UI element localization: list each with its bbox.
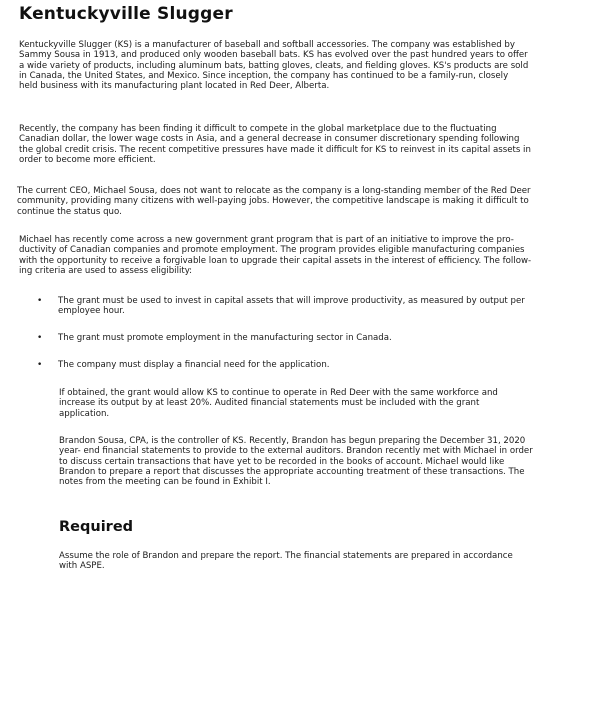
controller-paragraph: Brandon Sousa, CPA, is the controller of KS. Recently, Brandon has begun preparing the December 31, 2020 year- end financial statements to provide to the external auditors. Brandon recently met with Michael in order to discuss certain transactions that have yet to be recorded in the books of account. Michael would like Brandon to prepare a report that discusses the appropriate accounting treatment of these transactions. The notes from the meeting can be found in Exhibit I. — [59, 436, 533, 488]
competition-paragraph: Recently, the company has been finding it difficult to compete in the global marketplace due to the fluctuating Canadian dollar, the lower wage costs in Asia, and a general decrease in consumer discretionary spending following the global credit crisis. The recent competitive pressures have made it difficult for KS to reinvest in its capital assets in order to become more efficient. — [19, 124, 531, 165]
required-heading: Required — [59, 519, 134, 535]
intro-paragraph: Kentuckyville Slugger (KS) is a manufacturer of baseball and softball accessories. The company was established by Sammy Sousa in 1913, and produced only wooden baseball bats. KS has evolved over the past hundred years to offer a wide variety of products, including aluminum bats, batting gloves, cleats, and fielding gloves. KS's products are sold in Canada, the United States, and Mexico. Since inception, the company has continued to be a family-run, closely held business with its manufacturing plant located in Red Deer, Alberta. — [19, 40, 529, 92]
criterion-text: The grant must promote employment in the manufacturing sector in Canada. — [58, 333, 392, 343]
criterion-text: The company must display a financial need for the application. — [58, 360, 330, 370]
bullet-icon: • — [37, 296, 43, 306]
criterion-text: The grant must be used to invest in capital assets that will improve productivity, as measured by output per employee hour. — [58, 296, 525, 317]
bullet-icon: • — [37, 333, 43, 343]
ceo-paragraph: The current CEO, Michael Sousa, does not want to relocate as the company is a long-standing member of the Red Deer community, providing many citizens with well-paying jobs. However, the competitive landscape is making it difficult to continue the status quo. — [17, 186, 531, 217]
grant-program-paragraph: Michael has recently come across a new government grant program that is part of an initiative to improve the pro- ductivity of Canadian companies and promote employment. The program provides eligible manufacturing companies with the opportunity to receive a forgivable loan to upgrade their capital assets in the interest of efficiency. The follow- ing criteria are used to assess eligibility: — [19, 235, 532, 276]
document-title: Kentuckyville Slugger — [19, 4, 233, 24]
grant-outcome-paragraph: If obtained, the grant would allow KS to continue to operate in Red Deer with the same workforce and increase its output by at least 20%. Audited financial statements must be included with the grant application. — [59, 388, 498, 419]
required-text: Assume the role of Brandon and prepare the report. The financial statements are prepared in accordance with ASPE. — [59, 551, 513, 572]
bullet-icon: • — [37, 360, 43, 370]
